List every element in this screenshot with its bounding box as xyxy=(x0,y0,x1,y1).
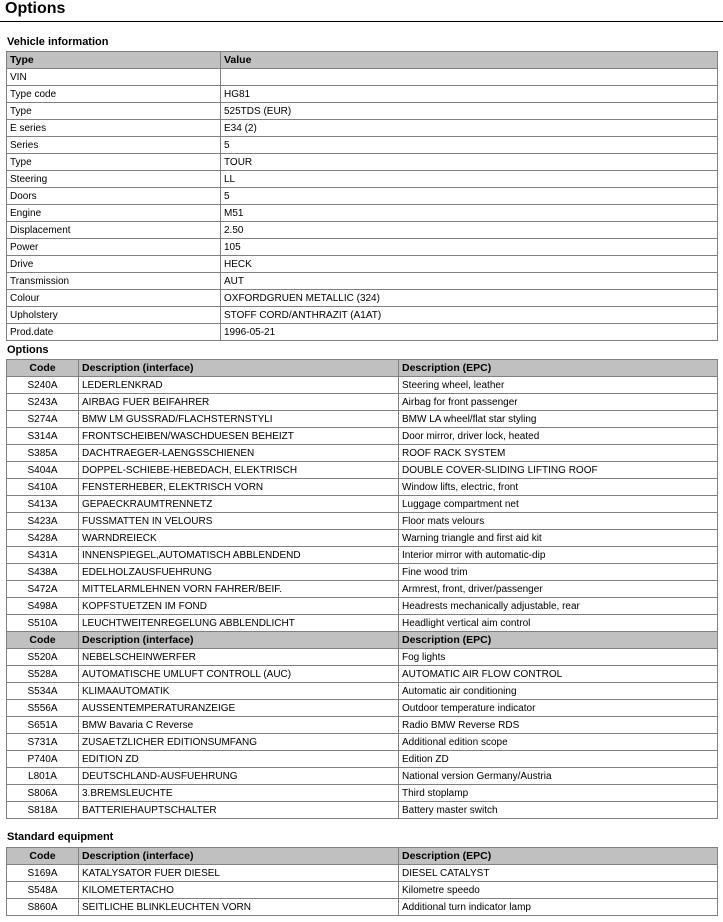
table-row xyxy=(7,256,718,273)
table-row xyxy=(7,700,718,717)
table-row xyxy=(7,683,718,700)
value-cell: M51 xyxy=(221,205,718,222)
interface-description-cell: INNENSPIEGEL,AUTOMATISCH ABBLENDEND xyxy=(79,547,399,564)
epc-description-cell: DOUBLE COVER-SLIDING LIFTING ROOF xyxy=(399,462,718,479)
epc-description-cell: Door mirror, driver lock, heated xyxy=(399,428,718,445)
table-row xyxy=(7,86,718,103)
table-row xyxy=(7,564,718,581)
option-code-cell: S510A xyxy=(7,615,79,632)
epc-description-cell: Additional turn indicator lamp xyxy=(399,899,718,916)
value-cell: OXFORDGRUEN METALLIC (324) xyxy=(221,290,718,307)
title-divider xyxy=(0,21,723,22)
type-cell: Series xyxy=(7,137,221,154)
value-cell: TOUR xyxy=(221,154,718,171)
epc-description-cell: Fine wood trim xyxy=(399,564,718,581)
value-cell: 2.50 xyxy=(221,222,718,239)
table-row xyxy=(7,307,718,324)
table-row xyxy=(7,717,718,734)
epc-description-cell: Third stoplamp xyxy=(399,785,718,802)
table-row xyxy=(7,598,718,615)
epc-description-cell: Warning triangle and first aid kit xyxy=(399,530,718,547)
option-code-cell: S438A xyxy=(7,564,79,581)
table-row xyxy=(7,188,718,205)
table-row xyxy=(7,785,718,802)
interface-description-cell: LEDERLENKRAD xyxy=(79,377,399,394)
table-row xyxy=(7,154,718,171)
option-code-cell: S528A xyxy=(7,666,79,683)
option-code-cell: S556A xyxy=(7,700,79,717)
option-code-cell: S818A xyxy=(7,802,79,819)
table-row xyxy=(7,137,718,154)
value-cell: 105 xyxy=(221,239,718,256)
option-code-cell: S274A xyxy=(7,411,79,428)
interface-description-cell: KLIMAAUTOMATIK xyxy=(79,683,399,700)
epc-description-cell: Battery master switch xyxy=(399,802,718,819)
type-cell: Type xyxy=(7,103,221,120)
epc-description-cell: DIESEL CATALYST xyxy=(399,865,718,882)
interface-description-cell: BATTERIEHAUPTSCHALTER xyxy=(79,802,399,819)
option-code-cell: S520A xyxy=(7,649,79,666)
column-header-epc: Description (EPC) xyxy=(399,848,718,865)
type-cell: Power xyxy=(7,239,221,256)
table-row xyxy=(7,290,718,307)
options-heading: Options xyxy=(7,344,49,356)
table-row xyxy=(7,377,718,394)
table-row xyxy=(7,513,718,530)
epc-description-cell: Fog lights xyxy=(399,649,718,666)
options-header-row xyxy=(7,360,718,377)
table-row xyxy=(7,462,718,479)
table-row xyxy=(7,547,718,564)
table-row xyxy=(7,802,718,819)
epc-description-cell: Interior mirror with automatic-dip xyxy=(399,547,718,564)
option-code-cell: S385A xyxy=(7,445,79,462)
option-code-cell: S534A xyxy=(7,683,79,700)
epc-description-cell: BMW LA wheel/flat star styling xyxy=(399,411,718,428)
interface-description-cell: WARNDREIECK xyxy=(79,530,399,547)
interface-description-cell: KATALYSATOR FUER DIESEL xyxy=(79,865,399,882)
interface-description-cell: NEBELSCHEINWERFER xyxy=(79,649,399,666)
table-row xyxy=(7,171,718,188)
value-cell: 1996-05-21 xyxy=(221,324,718,341)
interface-description-cell: BMW LM GUSSRAD/FLACHSTERNSTYLI xyxy=(79,411,399,428)
option-code-cell: S472A xyxy=(7,581,79,598)
value-cell: LL xyxy=(221,171,718,188)
epc-description-cell: AUTOMATIC AIR FLOW CONTROL xyxy=(399,666,718,683)
table-row xyxy=(7,120,718,137)
option-code-cell: S243A xyxy=(7,394,79,411)
option-code-cell: S240A xyxy=(7,377,79,394)
option-code-cell: S404A xyxy=(7,462,79,479)
interface-description-cell: GEPAECKRAUMTRENNETZ xyxy=(79,496,399,513)
column-header-type: Type xyxy=(7,52,221,69)
interface-description-cell: AUTOMATISCHE UMLUFT CONTROLL (AUC) xyxy=(79,666,399,683)
option-code-cell: S413A xyxy=(7,496,79,513)
option-code-cell: S314A xyxy=(7,428,79,445)
type-cell: Prod.date xyxy=(7,324,221,341)
epc-description-cell: Airbag for front passenger xyxy=(399,394,718,411)
column-header-epc: Description (EPC) xyxy=(399,360,718,377)
table-row xyxy=(7,899,718,916)
epc-description-cell: Radio BMW Reverse RDS xyxy=(399,717,718,734)
type-cell: E series xyxy=(7,120,221,137)
epc-description-cell: Headrests mechanically adjustable, rear xyxy=(399,598,718,615)
table-row xyxy=(7,615,718,632)
table-row xyxy=(7,479,718,496)
option-code-cell: S651A xyxy=(7,717,79,734)
table-row xyxy=(7,205,718,222)
interface-description-cell: MITTELARMLEHNEN VORN FAHRER/BEIF. xyxy=(79,581,399,598)
epc-description-cell: Steering wheel, leather xyxy=(399,377,718,394)
epc-description-cell: Automatic air conditioning xyxy=(399,683,718,700)
interface-description-cell: FENSTERHEBER, ELEKTRISCH VORN xyxy=(79,479,399,496)
type-cell: Colour xyxy=(7,290,221,307)
options-repeat-header xyxy=(7,632,718,649)
epc-description-cell: Edition ZD xyxy=(399,751,718,768)
interface-description-cell: AIRBAG FUER BEIFAHRER xyxy=(79,394,399,411)
vehicle-info-rows xyxy=(7,69,718,341)
table-row xyxy=(7,239,718,256)
table-row xyxy=(7,649,718,666)
type-cell: Steering xyxy=(7,171,221,188)
table-row xyxy=(7,273,718,290)
type-cell: Doors xyxy=(7,188,221,205)
epc-description-cell: Armrest, front, driver/passenger xyxy=(399,581,718,598)
table-row xyxy=(7,103,718,120)
epc-description-cell: National version Germany/Austria xyxy=(399,768,718,785)
epc-description-cell: ROOF RACK SYSTEM xyxy=(399,445,718,462)
table-row xyxy=(7,768,718,785)
value-cell: HG81 xyxy=(221,86,718,103)
interface-description-cell: SEITLICHE BLINKLEUCHTEN VORN xyxy=(79,899,399,916)
column-header-interface: Description (interface) xyxy=(79,632,399,649)
epc-description-cell: Kilometre speedo xyxy=(399,882,718,899)
table-row xyxy=(7,496,718,513)
vehicle-info-heading: Vehicle information xyxy=(7,36,109,48)
value-cell: AUT xyxy=(221,273,718,290)
table-row xyxy=(7,751,718,768)
column-header-value: Value xyxy=(221,52,718,69)
value-cell xyxy=(221,69,718,86)
table-row xyxy=(7,581,718,598)
standard-equipment-heading: Standard equipment xyxy=(7,831,114,843)
standard-equipment-table xyxy=(6,847,718,916)
epc-description-cell: Headlight vertical aim control xyxy=(399,615,718,632)
interface-description-cell: AUSSENTEMPERATURANZEIGE xyxy=(79,700,399,717)
interface-description-cell: DEUTSCHLAND-AUSFUEHRUNG xyxy=(79,768,399,785)
option-code-cell: S548A xyxy=(7,882,79,899)
value-cell: 5 xyxy=(221,137,718,154)
value-cell: 525TDS (EUR) xyxy=(221,103,718,120)
epc-description-cell: Luggage compartment net xyxy=(399,496,718,513)
standard-equipment-rows xyxy=(7,865,718,916)
type-cell: Transmission xyxy=(7,273,221,290)
vehicle-info-header-row xyxy=(7,52,718,69)
interface-description-cell: EDITION ZD xyxy=(79,751,399,768)
option-code-cell: S498A xyxy=(7,598,79,615)
column-header-code: Code xyxy=(7,632,79,649)
vehicle-info-table xyxy=(6,51,718,341)
option-code-cell: S428A xyxy=(7,530,79,547)
type-cell: Displacement xyxy=(7,222,221,239)
interface-description-cell: FRONTSCHEIBEN/WASCHDUESEN BEHEIZT xyxy=(79,428,399,445)
column-header-epc: Description (EPC) xyxy=(399,632,718,649)
options-rows-part2 xyxy=(7,649,718,819)
standard-header-row xyxy=(7,848,718,865)
option-code-cell: S423A xyxy=(7,513,79,530)
table-row xyxy=(7,324,718,341)
table-row xyxy=(7,666,718,683)
table-row xyxy=(7,445,718,462)
epc-description-cell: Window lifts, electric, front xyxy=(399,479,718,496)
value-cell: HECK xyxy=(221,256,718,273)
epc-description-cell: Floor mats velours xyxy=(399,513,718,530)
type-cell: VIN xyxy=(7,69,221,86)
table-row xyxy=(7,222,718,239)
column-header-code: Code xyxy=(7,360,79,377)
value-cell: STOFF CORD/ANTHRAZIT (A1AT) xyxy=(221,307,718,324)
type-cell: Engine xyxy=(7,205,221,222)
option-code-cell: S169A xyxy=(7,865,79,882)
option-code-cell: S731A xyxy=(7,734,79,751)
table-row xyxy=(7,69,718,86)
page-title: Options xyxy=(5,0,66,17)
type-cell: Upholstery xyxy=(7,307,221,324)
interface-description-cell: DOPPEL-SCHIEBE-HEBEDACH, ELEKTRISCH xyxy=(79,462,399,479)
interface-description-cell: LEUCHTWEITENREGELUNG ABBLENDLICHT xyxy=(79,615,399,632)
interface-description-cell: FUSSMATTEN IN VELOURS xyxy=(79,513,399,530)
epc-description-cell: Additional edition scope xyxy=(399,734,718,751)
table-row xyxy=(7,394,718,411)
table-row xyxy=(7,530,718,547)
column-header-interface: Description (interface) xyxy=(79,848,399,865)
type-cell: Type code xyxy=(7,86,221,103)
option-code-cell: S806A xyxy=(7,785,79,802)
options-header-row-repeat xyxy=(7,632,718,649)
option-code-cell: S860A xyxy=(7,899,79,916)
interface-description-cell: KOPFSTUETZEN IM FOND xyxy=(79,598,399,615)
type-cell: Type xyxy=(7,154,221,171)
interface-description-cell: KILOMETERTACHO xyxy=(79,882,399,899)
epc-description-cell: Outdoor temperature indicator xyxy=(399,700,718,717)
table-row xyxy=(7,428,718,445)
option-code-cell: P740A xyxy=(7,751,79,768)
value-cell: E34 (2) xyxy=(221,120,718,137)
type-cell: Drive xyxy=(7,256,221,273)
interface-description-cell: 3.BREMSLEUCHTE xyxy=(79,785,399,802)
column-header-code: Code xyxy=(7,848,79,865)
interface-description-cell: ZUSAETZLICHER EDITIONSUMFANG xyxy=(79,734,399,751)
option-code-cell: L801A xyxy=(7,768,79,785)
interface-description-cell: DACHTRAEGER-LAENGSSCHIENEN xyxy=(79,445,399,462)
interface-description-cell: EDELHOLZAUSFUEHRUNG xyxy=(79,564,399,581)
interface-description-cell: BMW Bavaria C Reverse xyxy=(79,717,399,734)
options-table xyxy=(6,359,718,819)
table-row xyxy=(7,882,718,899)
table-row xyxy=(7,865,718,882)
value-cell: 5 xyxy=(221,188,718,205)
option-code-cell: S431A xyxy=(7,547,79,564)
table-row xyxy=(7,734,718,751)
column-header-interface: Description (interface) xyxy=(79,360,399,377)
option-code-cell: S410A xyxy=(7,479,79,496)
table-row xyxy=(7,411,718,428)
options-rows-part1 xyxy=(7,377,718,632)
